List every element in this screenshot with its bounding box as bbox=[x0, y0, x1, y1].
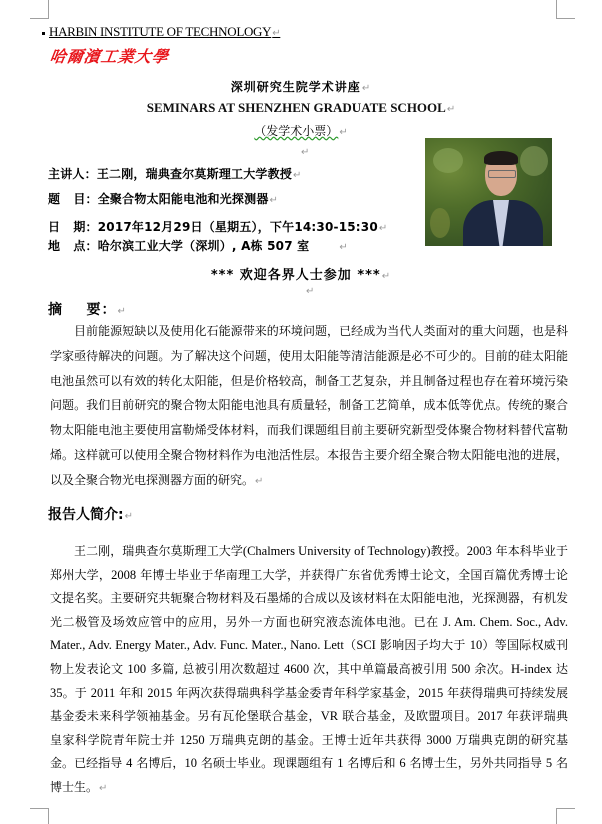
bio-text: 余次。 bbox=[470, 661, 511, 676]
paragraph-mark-icon: ↵ bbox=[446, 104, 456, 115]
bio-heading bbox=[48, 504, 133, 524]
bio-text: 万瑞典克朗的研究基金。已经指导 bbox=[50, 732, 568, 771]
paragraph-mark-icon: ↵ bbox=[117, 306, 127, 317]
paragraph-mark-icon: ↵ bbox=[269, 195, 279, 206]
bio-text-en: (Chalmers University of Technology) bbox=[242, 544, 431, 558]
bio-number: 10 bbox=[469, 638, 483, 653]
abstract-paragraph bbox=[50, 319, 568, 495]
bio-text: 年获评瑞典皇家科学院青年院士并 bbox=[50, 709, 568, 747]
paragraph-mark-icon: ↵ bbox=[339, 127, 348, 138]
bullet-icon bbox=[42, 32, 45, 35]
bio-text: 名硕士毕业。现课题组有 bbox=[196, 756, 338, 771]
date-line bbox=[48, 218, 388, 235]
bio-text-en: SCI bbox=[356, 638, 376, 653]
bio-text: 年获得瑞典可持续发展基金委未来科学领袖基金。另有瓦伦堡联合基金， bbox=[50, 685, 568, 724]
paragraph-mark-icon: ↵ bbox=[378, 223, 388, 234]
bio-number: 4 bbox=[126, 756, 133, 771]
abstract-text: 目前能源短缺以及使用化石能源带来的环境问题，已经成为当代人类面对的重大问题，也是科学家亟待解决的问题。为了解决这个问题，使用太阳能等清洁能源是必不可少的。目前的硅太阳能电池虽然可以有效的转化太阳能，但是价格较高，制备工艺复杂，并且制备过程也存在着环境污染问题。我们目前研究的聚合物太阳能电池具有质量轻，制备工艺简单，成本低等优点。传统的聚合物太阳能电池主要使用富勒烯受体材料，而我们课题组目前主要研究新型受体聚合物材料替代富勒烯。这样就可以使用全聚合物材料作为电池活性层。本报告主要介绍全聚合物太阳能电池的进展，以及全聚合物光电探测器方面的研究。 bbox=[50, 324, 568, 487]
bio-number: 6 bbox=[399, 756, 406, 771]
abstract-heading bbox=[48, 299, 127, 319]
bio-text: 多篇, 总被引用次数超过 bbox=[146, 661, 285, 676]
bio-text: ）等国际权威刊物上发表论文 bbox=[50, 638, 568, 676]
place-value: 哈尔滨工业大学（深圳）, A栋 507 室 bbox=[97, 239, 310, 253]
paragraph-mark-icon: ↵ bbox=[255, 475, 264, 487]
bio-number: 2015 bbox=[418, 685, 444, 700]
bio-text: 教授。 bbox=[430, 544, 467, 558]
speaker-label: 主讲人： bbox=[48, 167, 97, 181]
bio-number: 35 bbox=[50, 685, 63, 700]
bio-text: 联合基金，及欧盟项目。 bbox=[338, 709, 478, 724]
page-corner-mark-top-right bbox=[556, 0, 575, 19]
institution-name-en: HARBIN INSTITUTE OF TECHNOLOGY bbox=[49, 24, 272, 39]
bio-number: 5 bbox=[545, 756, 553, 771]
date-label: 日 期： bbox=[48, 220, 98, 234]
welcome-banner bbox=[0, 264, 602, 283]
paragraph-mark-icon: ↵ bbox=[272, 28, 281, 39]
bio-text: 。于 bbox=[62, 685, 91, 700]
bio-text: 年博士毕业于华南理工大学，并获得广东省优秀博士论文，全国百篇优秀博士论文提名奖。主要研究共轭聚合物材料及石墨烯的合成以及该材料在太阳能电池，光探测器，有机发光二极管及场效应管中的应用，另外一方面也研究液态流体电池。已在 bbox=[50, 567, 568, 629]
place-label: 地 点： bbox=[48, 239, 98, 253]
bio-number: 100 bbox=[127, 661, 147, 676]
bio-number: 2003 bbox=[466, 544, 492, 558]
topic-label: 题 目： bbox=[48, 192, 98, 206]
paragraph-mark-icon: ↵ bbox=[381, 271, 392, 282]
bio-number: 3000 bbox=[426, 732, 452, 747]
bio-text: 名博士生。 bbox=[50, 756, 569, 794]
page-corner-mark-bottom-left bbox=[30, 808, 49, 824]
page-title-en bbox=[0, 100, 602, 116]
page-corner-mark-bottom-right bbox=[556, 808, 575, 824]
page-title-cn bbox=[0, 78, 602, 95]
speaker-photo bbox=[425, 138, 552, 246]
bio-text: 年两次获得瑞典科学基金委青年科学家基金， bbox=[172, 685, 419, 700]
bio-text: 王二刚，瑞典查尔莫斯理工大学 bbox=[74, 544, 243, 558]
bio-text-en: H-index bbox=[510, 661, 552, 676]
abstract-heading-text: 摘 要： bbox=[48, 302, 117, 318]
title-cn-text: 深圳研究生院学术讲座 bbox=[230, 80, 361, 94]
speaker-value: 王二刚，瑞典查尔莫斯理工大学教授 bbox=[96, 167, 293, 181]
bio-text: 达 bbox=[551, 661, 568, 676]
bio-text-en: VR bbox=[320, 709, 339, 724]
bio-number: 10 bbox=[184, 756, 197, 771]
paragraph-mark-icon: ↵ bbox=[99, 782, 108, 794]
paragraph-mark-icon: ↵ bbox=[301, 147, 310, 158]
institution-logo-cn: 哈爾濱工業大學 bbox=[48, 47, 171, 66]
institution-header bbox=[42, 24, 280, 40]
speaker-line bbox=[48, 165, 302, 182]
topic-value: 全聚合物太阳能电池和光探测器 bbox=[97, 192, 269, 206]
bio-heading-text: 报告人简介: bbox=[48, 507, 124, 523]
welcome-text: *** 欢迎各界人士参加 *** bbox=[210, 268, 381, 283]
bio-text: 名博士生，另外共同指导 bbox=[405, 756, 546, 771]
date-value: 2017年12月29日（星期五），下午14:30-15:30 bbox=[97, 220, 378, 234]
bio-text: 次，其中单篇最高被引用 bbox=[309, 661, 452, 676]
paragraph-mark-icon: ↵ bbox=[124, 511, 133, 522]
bio-text: 万瑞典克朗的基金。王博士近年共获得 bbox=[204, 732, 427, 747]
bio-number: 2008 bbox=[111, 567, 137, 582]
paragraph-mark-icon: ↵ bbox=[361, 83, 372, 94]
paragraph-mark-icon: ↵ bbox=[293, 170, 302, 181]
page-subtitle bbox=[0, 122, 602, 139]
topic-line bbox=[48, 190, 278, 207]
paragraph-mark-icon: ↵ bbox=[306, 286, 315, 297]
bio-number: 4600 bbox=[284, 661, 310, 676]
bio-number: 2017 bbox=[477, 709, 503, 724]
bio-text: 影响因子均大于 bbox=[375, 638, 470, 653]
bio-text: 年和 bbox=[115, 685, 148, 700]
bio-number: 2011 bbox=[90, 685, 116, 700]
bio-text: 年本科毕业于郑州大学， bbox=[50, 544, 568, 582]
page-corner-mark-top-left bbox=[30, 0, 49, 19]
bio-number: 1 bbox=[337, 756, 344, 771]
place-line bbox=[48, 237, 348, 254]
paragraph-mark-icon: ↵ bbox=[339, 242, 348, 253]
bio-paragraph bbox=[50, 540, 568, 801]
bio-journals: J. Am. Chem. Soc., Adv. Mater., Adv. Energy Mater., Adv. Func. Mater., Nano. Lett bbox=[50, 614, 568, 653]
bio-text: （ bbox=[343, 638, 357, 653]
bio-number: 1250 bbox=[179, 732, 205, 747]
subtitle-text: （发学术小票） bbox=[254, 124, 339, 138]
bio-text: 名博后和 bbox=[343, 756, 400, 771]
title-en-text: SEMINARS AT SHENZHEN GRADUATE SCHOOL bbox=[146, 100, 446, 115]
bio-number: 2015 bbox=[147, 685, 173, 700]
bio-number: 500 bbox=[451, 661, 471, 676]
bio-text: 名博后， bbox=[132, 756, 185, 771]
